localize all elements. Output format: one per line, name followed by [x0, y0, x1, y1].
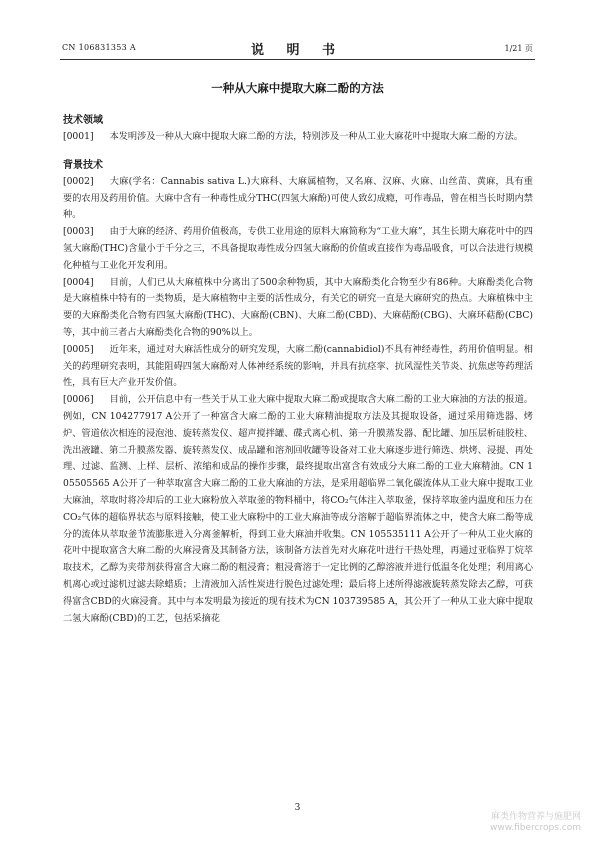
paragraph-0003	[63, 224, 533, 274]
paragraph-number: [0005]	[63, 343, 94, 355]
paragraph-number: [0002]	[63, 175, 94, 187]
paragraph-text: 目前，人们已从大麻植株中分离出了500余种物质，其中大麻酚类化合物至少有86种。大麻酚类化合物是大麻植株中特有的一类物质，是大麻植物中主要的活性成分，有关它的研究一直是大麻研究的热点。大麻植株中主要的大麻酚类化合物有四氢大麻酚(THC)、大麻酚(CBN)、大麻二酚(CBD)、大麻萜酚(CBG)、大麻环萜酚(CBC)等，其中前三者占大麻酚类化合物的90%以上。	[63, 276, 533, 338]
site-watermark	[490, 812, 581, 834]
document-type: 说 明 书	[250, 43, 345, 58]
paragraph-0006	[63, 392, 533, 627]
paragraph-0005	[63, 342, 533, 392]
header-rule	[60, 59, 535, 60]
paragraph-0001	[63, 129, 533, 146]
document-body	[63, 112, 533, 627]
page-header	[0, 40, 595, 60]
paragraph-text: 目前，公开信息中有一些关于从工业大麻中提取大麻二酚或提取含大麻二酚的工业大麻油的方法的报道。例如，CN 104277917 A公开了一种富含大麻二酚的工业大麻精油提取方法及其提取设备，通过采用筛选器、烤炉、管道依次相连的浸泡池、旋转蒸发仪、超声搅拌罐、碟式离心机、第一升膜蒸发器、配比罐、加压层析硅胶柱、洗出液罐、第二升膜蒸发器、旋转蒸发仪、成品罐和溶剂回收罐等设备对工业大麻逐步进行筛选、烘烤、浸提、再处理、过滤、监测、上样、层析、浓缩和成品的操作步骤，最终提取出富含有效成分大麻二酚的工业大麻精油。CN 105505565 A公开了一种萃取富含大麻二酚的工业大麻油的方法，是采用超临界二氧化碳流体从工业大麻中提取工业大麻油，萃取时将冷却后的工业大麻粉放入萃取釜的物料桶中，将CO₂气体注入萃取釜，保持萃取釜内温度和压力在CO₂气体的超临界状态与原料接触，使工业大麻粉中的工业大麻油等成分溶解于超临界流体之中，使含大麻二酚等成分的流体从萃取釜节流膨胀进入分离釜解析，得到工业大麻油并收集。CN 105535111 A公开了一种从工业火麻的花叶中提取富含大麻二酚的火麻浸膏及其制备方法，该制备方法首先对火麻花叶进行干热处理，再通过亚临界丁烷萃取技术，乙醇为夹带剂获得富含大麻二酚的粗浸膏；粗浸膏溶于一定比例的乙醇溶液并进行低温冬化处理；利用离心机离心或过滤机过滤去除蜡质；上清液加入活性炭进行脱色过滤处理；最后将上述所得滤液旋转蒸发除去乙醇，可获得富含CBD的火麻浸膏。其中与本发明最为接近的现有技术为CN 103739585 A，其公开了一种从工业大麻中提取二氢大麻酚(CBD)的工艺，包括采摘花	[63, 394, 533, 624]
paragraph-number: [0006]	[63, 394, 94, 406]
paragraph-text: 本发明涉及一种从大麻中提取大麻二酚的方法，特别涉及一种从工业大麻花叶中提取大麻二酚的方法。	[109, 131, 523, 142]
section-heading-background: 背景技术	[63, 159, 103, 171]
paragraph-text: 大麻(学名：Cannabis sativa L.)大麻科、大麻属植物，又名麻、汉麻、火麻、山丝苗、黄麻，具有重要的农用及药用价值。大麻中含有一种毒性成分THC(四氢大麻酚)可使人致幻成瘾，可作毒品，曾在相当长时期内禁种。	[63, 175, 533, 221]
watermark-site-name: 麻类作物营养与施肥网	[490, 812, 581, 822]
paragraph-text: 近年来，通过对大麻活性成分的研究发现，大麻二酚(cannabidiol)不具有神经毒性，药用价值明显。相关的药理研究表明，其能阻碍四氢大麻酚对人体神经系统的影响，并具有抗痉挛、抗风湿性关节炎、抗焦虑等药理活性，具有巨大产业开发价值。	[63, 343, 533, 389]
page-indicator: 1/21 页	[504, 44, 533, 53]
paragraph-text: 由于大麻的经济、药用价值极高，专供工业用途的原料大麻简称为“工业大麻”，其生长期大麻花叶中的四氢大麻酚(THC)含量小于千分之三，不具备提取毒性成分四氢大麻酚的价值或直接作为毒品吸食，可以合法进行规模化种植与工业化开发利用。	[63, 226, 533, 271]
patent-number: CN 106831353 A	[62, 43, 136, 52]
paragraph-number: [0003]	[63, 226, 94, 238]
section-heading-technical-field: 技术领域	[63, 115, 103, 126]
document-title: 一种从大麻中提取大麻二酚的方法	[211, 81, 384, 95]
paragraph-number: [0004]	[63, 276, 94, 288]
paragraph-number: [0001]	[63, 131, 94, 142]
page-number: 3	[294, 803, 301, 813]
watermark-url: www.fibercrops.com	[490, 823, 581, 833]
paragraph-0002	[63, 174, 533, 224]
paragraph-0004	[63, 275, 533, 342]
